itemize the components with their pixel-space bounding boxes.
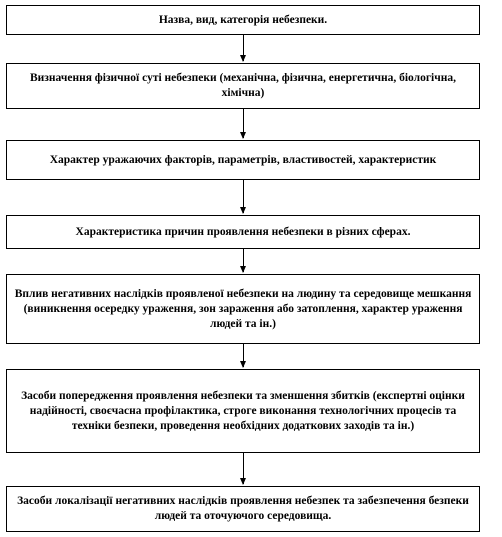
box-hazard-name-text: Назва, вид, категорія небезпеки. bbox=[158, 13, 328, 26]
box-causes bbox=[6, 215, 480, 249]
box-causes-text: Характеристика причин проявлення небезпеки в різних сферах. bbox=[75, 225, 411, 238]
box-hazard-name bbox=[6, 5, 480, 35]
arrow-6 bbox=[243, 453, 244, 484]
arrow-5 bbox=[243, 344, 244, 367]
box-damaging-factors-text: Характер уражаючих факторів, параметрів, властивостей, характеристик bbox=[49, 153, 437, 166]
box-localization bbox=[6, 486, 480, 532]
box-prevention bbox=[6, 369, 480, 453]
box-localization-text: Засоби локалізації негативних наслідків проявлення небезпек та забезпечення безпеки людей та оточуючого середовища. bbox=[17, 495, 469, 522]
box-damaging-factors bbox=[6, 140, 480, 180]
box-physical-essence-text: Визначення фізичної суті небезпеки (механічна, фізична, енергетична, біологічна, хімічна) bbox=[30, 72, 456, 99]
box-physical-essence bbox=[6, 63, 480, 109]
box-prevention-text: Засоби попередження проявлення небезпеки та зменшення збитків (експертні оцінки надійності, своєчасна профілактика, строге виконання технологічних процесів та техніки безпеки, проведення необхідних додаткових заходів та ін.) bbox=[21, 389, 465, 432]
arrow-4 bbox=[243, 249, 244, 272]
arrow-3 bbox=[243, 180, 244, 213]
box-consequences-text: Вплив негативних наслідків проявленої небезпеки на людину та середовище мешкання (виникнення осередку ураження, зон зараження або затоплення, характер ураження людей та ін.) bbox=[14, 287, 472, 330]
box-consequences bbox=[6, 274, 480, 344]
arrow-2 bbox=[243, 109, 244, 138]
arrow-1 bbox=[243, 35, 244, 61]
